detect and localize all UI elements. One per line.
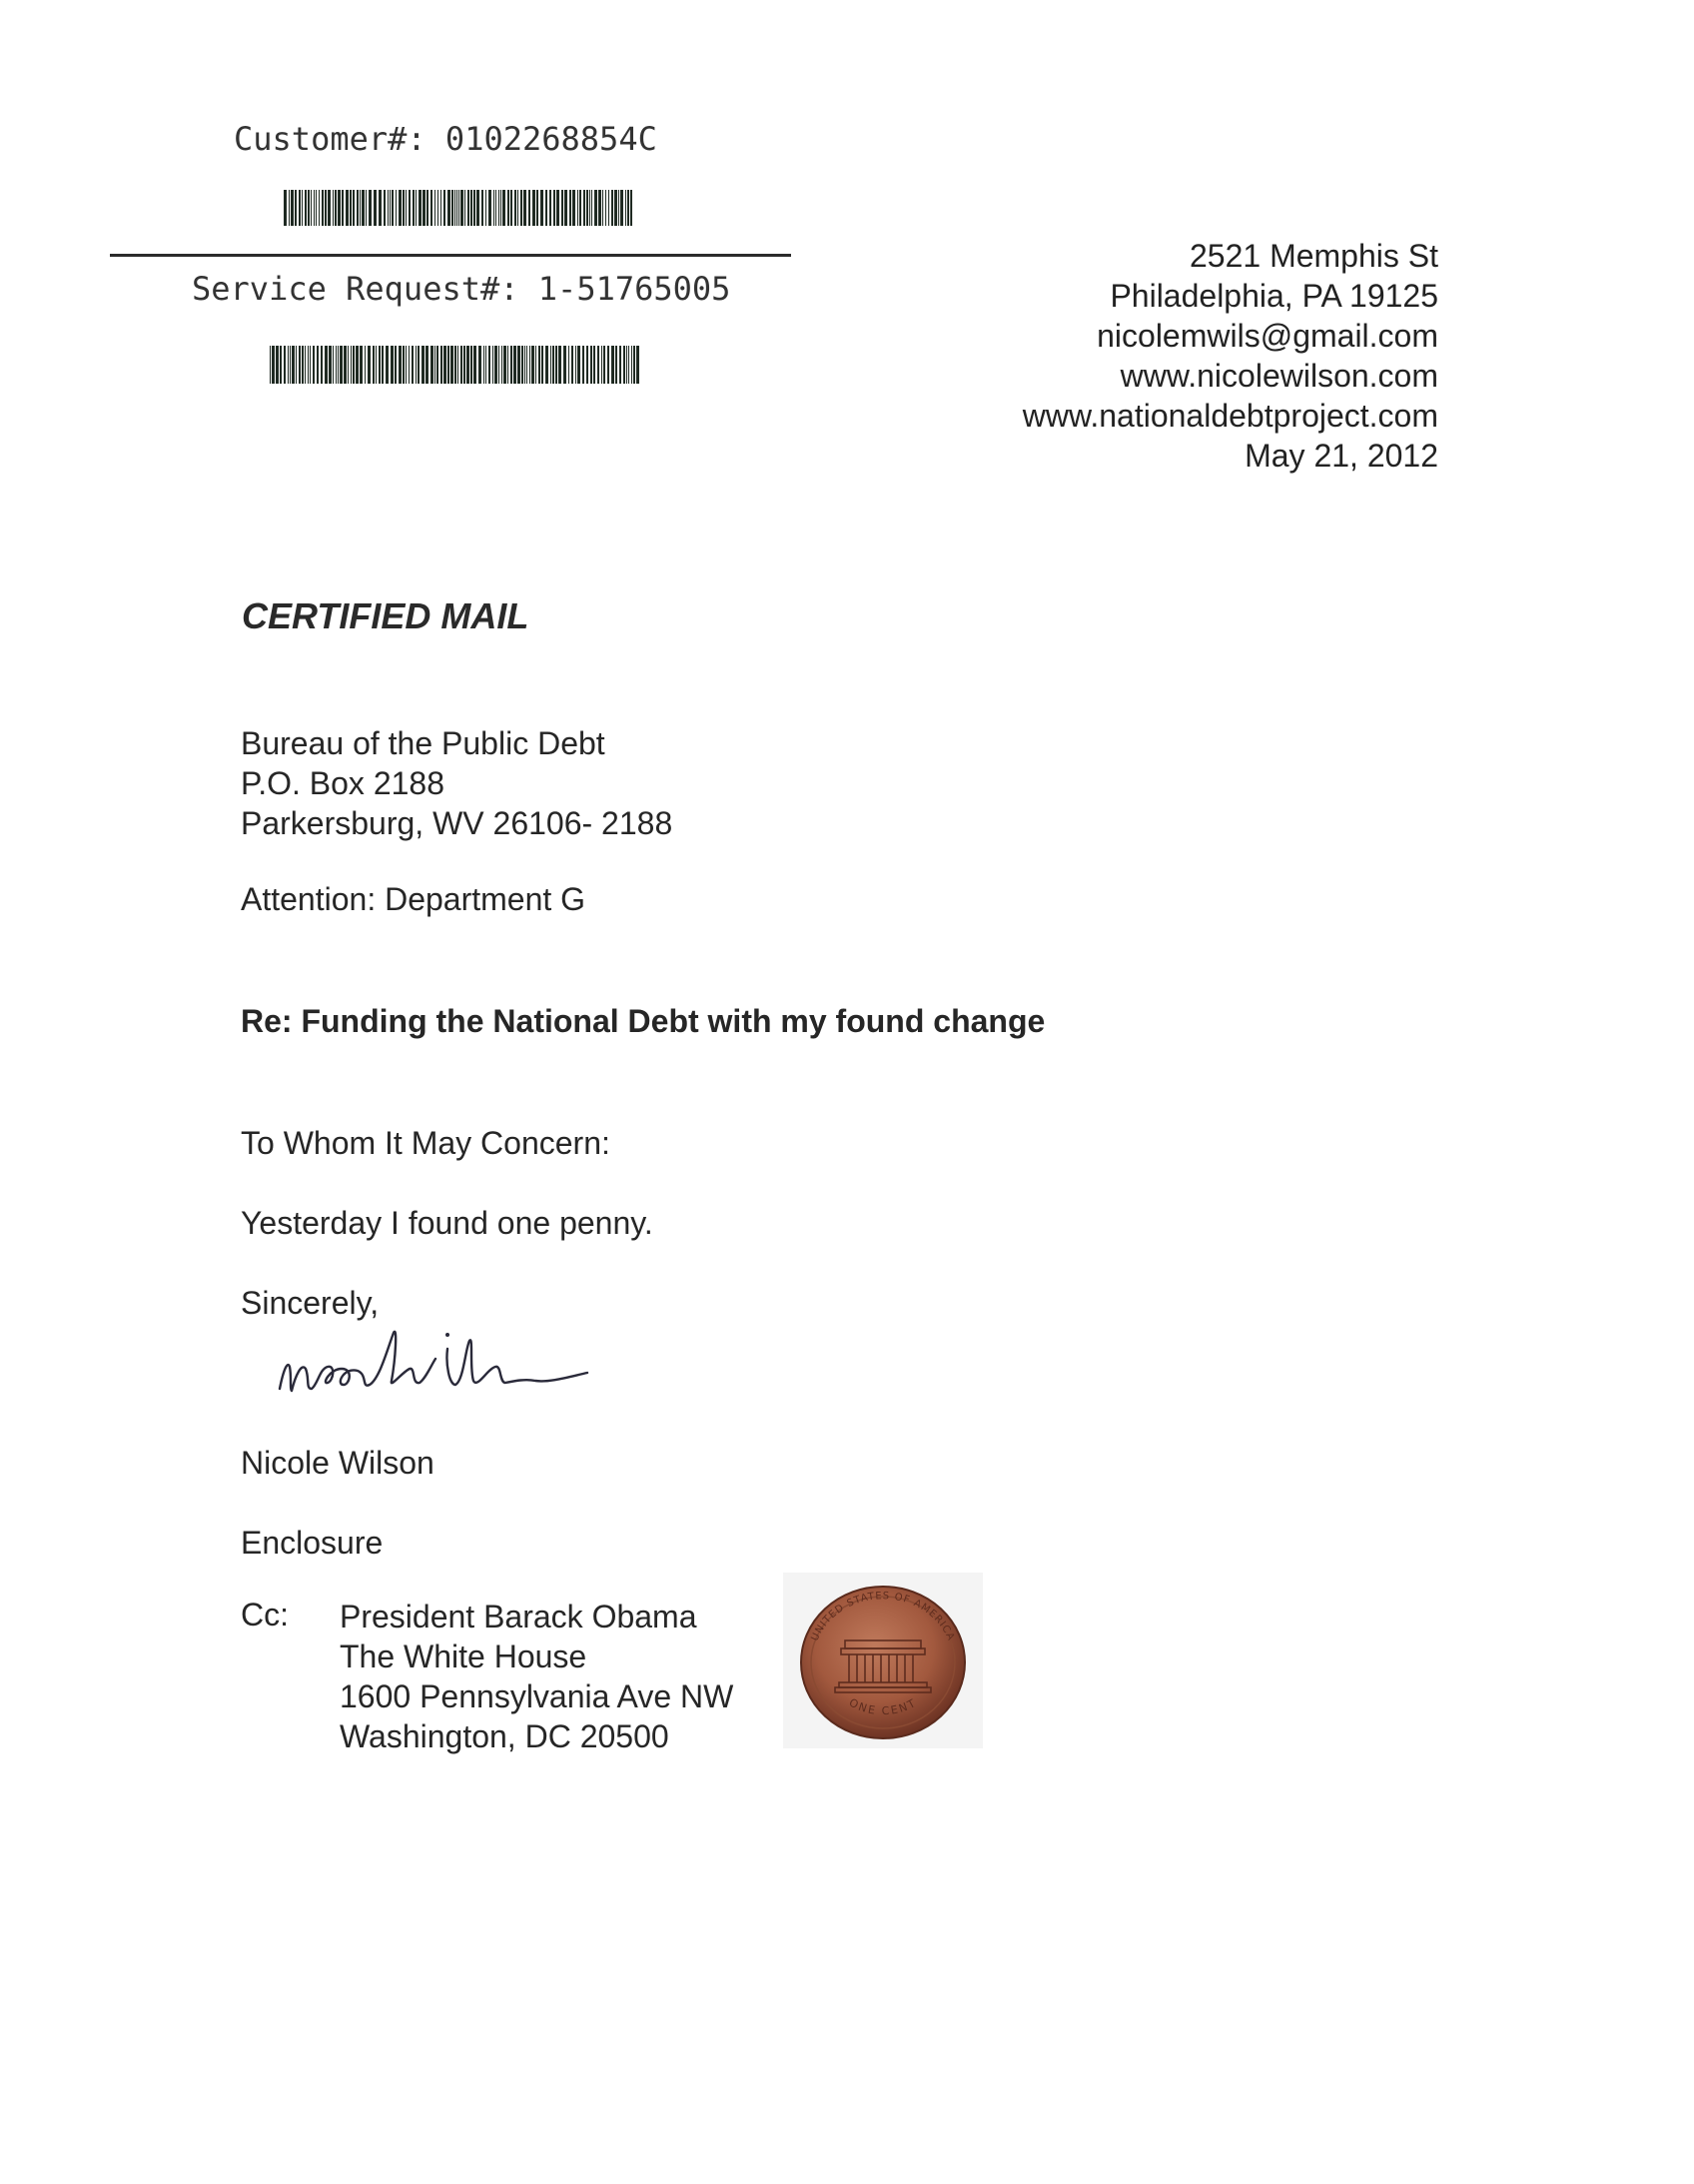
barcode-bar — [541, 346, 543, 384]
barcode-bar — [577, 190, 578, 226]
barcode-bar — [627, 190, 629, 226]
barcode-bar — [470, 190, 472, 226]
barcode-bar — [607, 346, 609, 384]
letter-date: May 21, 2012 — [1245, 438, 1438, 474]
barcode-bar — [549, 190, 551, 226]
barcode-bar — [321, 346, 323, 384]
signer-name: Nicole Wilson — [241, 1445, 434, 1481]
barcode-bar — [308, 190, 310, 226]
barcode-bar — [458, 190, 459, 226]
barcode-bar — [434, 346, 435, 384]
barcode-bar — [284, 190, 287, 226]
barcode-bar — [314, 190, 315, 226]
barcode-bar — [360, 346, 363, 384]
barcode-bar — [338, 346, 339, 384]
cc-street: 1600 Pennsylvania Ave NW — [340, 1678, 734, 1714]
barcode-bar — [503, 346, 506, 384]
barcode-bar — [316, 190, 317, 226]
barcode-bar — [563, 346, 566, 384]
barcode-bar — [376, 346, 377, 384]
barcode-bar — [311, 190, 312, 226]
barcode-bar — [473, 346, 476, 384]
barcode-bar — [317, 346, 319, 384]
barcode-bar — [288, 346, 289, 384]
barcode-bar — [409, 190, 411, 226]
barcode-bar — [416, 190, 417, 226]
header-divider — [110, 254, 791, 257]
penny-bottom-inscription: ONE CENT — [846, 1695, 920, 1718]
barcode-bar — [502, 190, 505, 226]
barcode-bar — [308, 346, 309, 384]
barcode-bar — [430, 346, 433, 384]
barcode-bar — [460, 346, 462, 384]
barcode-bar — [454, 190, 455, 226]
barcode-bar — [382, 346, 384, 384]
barcode-bar — [598, 190, 601, 226]
barcode-bar — [620, 190, 623, 226]
barcode-bar — [403, 346, 405, 384]
barcode-bar — [313, 346, 315, 384]
attention-line: Attention: Department G — [241, 881, 586, 917]
recipient-address-block — [241, 723, 672, 843]
barcode-bar — [510, 346, 512, 384]
barcode-bar — [406, 190, 407, 226]
barcode-bar — [485, 346, 486, 384]
barcode-bar — [605, 190, 606, 226]
barcode-bar — [467, 190, 469, 226]
cc-address-block — [340, 1597, 733, 1756]
barcode-bar — [545, 190, 547, 226]
barcode-bar — [628, 346, 629, 384]
barcode-bar — [299, 190, 301, 226]
barcode-bar — [485, 190, 486, 226]
barcode-bar — [366, 190, 367, 226]
barcode-bar — [350, 190, 352, 226]
barcode-bar — [540, 190, 543, 226]
barcode-bar — [586, 346, 588, 384]
barcode-bar — [553, 190, 555, 226]
barcode-bar — [601, 346, 602, 384]
barcode-bar — [602, 190, 603, 226]
barcode-bar — [322, 190, 324, 226]
cc-organization: The White House — [340, 1638, 587, 1674]
barcode-bar — [523, 190, 526, 226]
barcode-bar — [396, 190, 397, 226]
barcode-bar — [412, 346, 414, 384]
barcode-bar — [500, 190, 501, 226]
barcode-bar — [406, 346, 407, 384]
barcode-bar — [456, 190, 457, 226]
barcode-bar — [481, 190, 483, 226]
barcode-bar — [589, 190, 590, 226]
cc-name: President Barack Obama — [340, 1599, 697, 1635]
barcode-bar — [545, 346, 548, 384]
barcode-bar — [625, 190, 626, 226]
barcode-bar — [395, 346, 397, 384]
barcode-bar — [493, 190, 494, 226]
barcode-bar — [591, 190, 592, 226]
barcode-bar — [409, 346, 410, 384]
barcode-bar — [463, 346, 465, 384]
barcode-bar — [291, 190, 294, 226]
barcode-bar — [280, 346, 282, 384]
barcode-bar — [636, 346, 639, 384]
barcode-bar — [379, 346, 381, 384]
barcode-bar — [552, 346, 554, 384]
barcode-bar — [418, 346, 420, 384]
barcode-bar — [344, 346, 347, 384]
barcode-bar — [272, 346, 275, 384]
cc-label: Cc: — [241, 1597, 289, 1633]
barcode-bar — [392, 190, 394, 226]
barcode-bar — [593, 346, 595, 384]
subject-line: Re: Funding the National Debt with my found change — [241, 1003, 1046, 1039]
barcode-bar — [466, 346, 469, 384]
barcode-bar — [390, 190, 391, 226]
barcode-bar — [413, 190, 415, 226]
penny-top-inscription: UNITED STATES OF AMERICA — [809, 1591, 957, 1643]
barcode-bar — [586, 190, 588, 226]
sender-address-block — [1023, 236, 1438, 476]
barcode-bar — [386, 346, 389, 384]
barcode-bar — [292, 346, 295, 384]
barcode-bar — [529, 346, 530, 384]
certified-mail-heading: CERTIFIED MAIL — [242, 595, 529, 636]
barcode-bar — [357, 190, 359, 226]
barcode-bar — [295, 190, 297, 226]
barcode-bar — [594, 190, 597, 226]
handwritten-signature — [270, 1319, 599, 1409]
barcode-bar — [532, 190, 535, 226]
barcode-bar — [362, 190, 365, 226]
sender-street: 2521 Memphis St — [1189, 238, 1438, 274]
barcode-bar — [351, 346, 352, 384]
barcode-bar — [440, 190, 441, 226]
barcode-bar — [399, 190, 402, 226]
barcode-bar — [416, 346, 417, 384]
barcode-bar — [422, 346, 424, 384]
barcode-bar — [340, 346, 343, 384]
sender-website-2: www.nationaldebtproject.com — [1022, 398, 1438, 434]
barcode-bar — [447, 190, 450, 226]
barcode-bar — [524, 346, 525, 384]
barcode-bar — [561, 190, 563, 226]
barcode-bar — [388, 190, 389, 226]
barcode-bar — [419, 190, 422, 226]
barcode-bar — [535, 346, 536, 384]
barcode-bar — [583, 190, 585, 226]
barcode-bar — [538, 346, 540, 384]
barcode-bar — [450, 346, 453, 384]
barcode-bar — [329, 346, 332, 384]
recipient-po-box: P.O. Box 2188 — [241, 765, 444, 801]
barcode-bar — [342, 190, 344, 226]
barcode-bar — [521, 346, 523, 384]
barcode-bar — [590, 346, 592, 384]
barcode-bar — [464, 190, 465, 226]
barcode-bar — [335, 190, 337, 226]
barcode-bar — [270, 346, 271, 384]
barcode-bar — [338, 190, 341, 226]
barcode-bar — [550, 346, 551, 384]
barcode-bar — [325, 346, 328, 384]
barcode-bar — [328, 190, 331, 226]
barcode-bar — [369, 190, 372, 226]
barcode-bar — [302, 346, 304, 384]
barcode-bar — [498, 190, 499, 226]
barcode-bar — [626, 346, 627, 384]
barcode-bar — [614, 190, 617, 226]
barcode-bar — [528, 190, 530, 226]
barcode-bar — [290, 346, 291, 384]
barcode-bar — [356, 346, 359, 384]
barcode-bar — [348, 346, 349, 384]
barcode-bar — [556, 190, 559, 226]
barcode-bar — [507, 190, 509, 226]
barcode-bar — [571, 346, 573, 384]
barcode-bar — [623, 346, 625, 384]
barcode-bar — [391, 346, 394, 384]
barcode-bar — [399, 346, 402, 384]
barcode-bar — [501, 346, 502, 384]
barcode-bar — [368, 346, 371, 384]
barcode-bar — [430, 190, 432, 226]
barcode-bar — [346, 190, 349, 226]
barcode-bar — [440, 346, 442, 384]
barcode-bar — [611, 190, 613, 226]
barcode-bar — [568, 346, 569, 384]
barcode-bar — [513, 346, 516, 384]
barcode-bar — [494, 346, 497, 384]
barcode-bar — [336, 346, 337, 384]
sender-email: nicolemwils@gmail.com — [1097, 318, 1438, 354]
barcode-bar — [510, 190, 512, 226]
barcode-bar — [473, 190, 475, 226]
barcode-bar — [426, 190, 428, 226]
barcode-bar — [558, 346, 561, 384]
barcode-bar — [333, 190, 334, 226]
barcode-bar — [631, 346, 632, 384]
barcode-bar — [615, 346, 617, 384]
barcode-bar — [498, 346, 499, 384]
barcode-bar — [457, 346, 458, 384]
recipient-name: Bureau of the Public Debt — [241, 725, 605, 761]
barcode-bar — [365, 346, 366, 384]
enclosure-note: Enclosure — [241, 1525, 384, 1561]
cc-city: Washington, DC 20500 — [340, 1718, 669, 1754]
customer-barcode — [284, 190, 635, 226]
barcode-bar — [403, 190, 405, 226]
barcode-bar — [555, 346, 557, 384]
barcode-bar — [436, 346, 438, 384]
barcode-bar — [454, 346, 456, 384]
barcode-bar — [437, 190, 438, 226]
barcode-bar — [577, 346, 580, 384]
barcode-bar — [575, 346, 576, 384]
barcode-bar — [618, 190, 619, 226]
penny-coin-image — [783, 1573, 983, 1748]
barcode-bar — [360, 190, 361, 226]
barcode-bar — [476, 190, 479, 226]
barcode-bar — [517, 346, 520, 384]
barcode-bar — [305, 190, 307, 226]
barcode-bar — [579, 190, 581, 226]
barcode-bar — [488, 346, 490, 384]
barcode-bar — [379, 190, 382, 226]
barcode-bar — [569, 190, 571, 226]
barcode-bar — [302, 190, 303, 226]
barcode-bar — [531, 346, 534, 384]
barcode-bar — [603, 346, 605, 384]
barcode-bar — [425, 346, 428, 384]
barcode-bar — [423, 190, 425, 226]
barcode-bar — [447, 346, 449, 384]
sender-city: Philadelphia, PA 19125 — [1110, 278, 1438, 314]
barcode-bar — [526, 346, 527, 384]
barcode-bar — [633, 346, 635, 384]
barcode-bar — [276, 346, 279, 384]
barcode-bar — [373, 346, 375, 384]
barcode-bar — [333, 346, 334, 384]
barcode-bar — [319, 190, 320, 226]
barcode-bar — [514, 190, 516, 226]
barcode-bar — [296, 346, 297, 384]
barcode-bar — [483, 346, 484, 384]
barcode-bar — [443, 190, 445, 226]
barcode-bar — [460, 190, 463, 226]
barcode-bar — [564, 190, 567, 226]
barcode-bar — [608, 190, 609, 226]
barcode-bar — [353, 190, 355, 226]
barcode-bar — [536, 190, 538, 226]
service-request-barcode — [270, 346, 639, 384]
barcode-bar — [630, 190, 632, 226]
barcode-bar — [451, 190, 453, 226]
barcode-bar — [353, 346, 355, 384]
barcode-bar — [507, 346, 508, 384]
barcode-bar — [374, 190, 377, 226]
barcode-bar — [299, 346, 301, 384]
barcode-bar — [478, 346, 481, 384]
service-request-number: Service Request#: 1-51765005 — [192, 270, 731, 308]
barcode-bar — [611, 346, 614, 384]
barcode-bar — [582, 346, 584, 384]
barcode-bar — [597, 346, 599, 384]
sender-website: www.nicolewilson.com — [1120, 358, 1438, 394]
barcode-bar — [443, 346, 446, 384]
barcode-bar — [517, 190, 518, 226]
barcode-bar — [619, 346, 621, 384]
closing: Sincerely, — [241, 1285, 380, 1321]
barcode-bar — [434, 190, 435, 226]
barcode-bar — [325, 190, 327, 226]
customer-number: Customer#: 0102268854C — [234, 120, 657, 158]
barcode-bar — [284, 346, 286, 384]
barcode-bar — [310, 346, 311, 384]
salutation: To Whom It May Concern: — [241, 1125, 610, 1161]
barcode-bar — [495, 190, 496, 226]
barcode-bar — [289, 190, 290, 226]
barcode-bar — [488, 190, 491, 226]
barcode-bar — [492, 346, 493, 384]
barcode-bar — [520, 190, 522, 226]
barcode-bar — [305, 346, 306, 384]
recipient-city: Parkersburg, WV 26106- 2188 — [241, 805, 673, 841]
barcode-bar — [470, 346, 472, 384]
barcode-bar — [384, 190, 386, 226]
barcode-bar — [572, 190, 575, 226]
letter-body: Yesterday I found one penny. — [241, 1205, 653, 1241]
